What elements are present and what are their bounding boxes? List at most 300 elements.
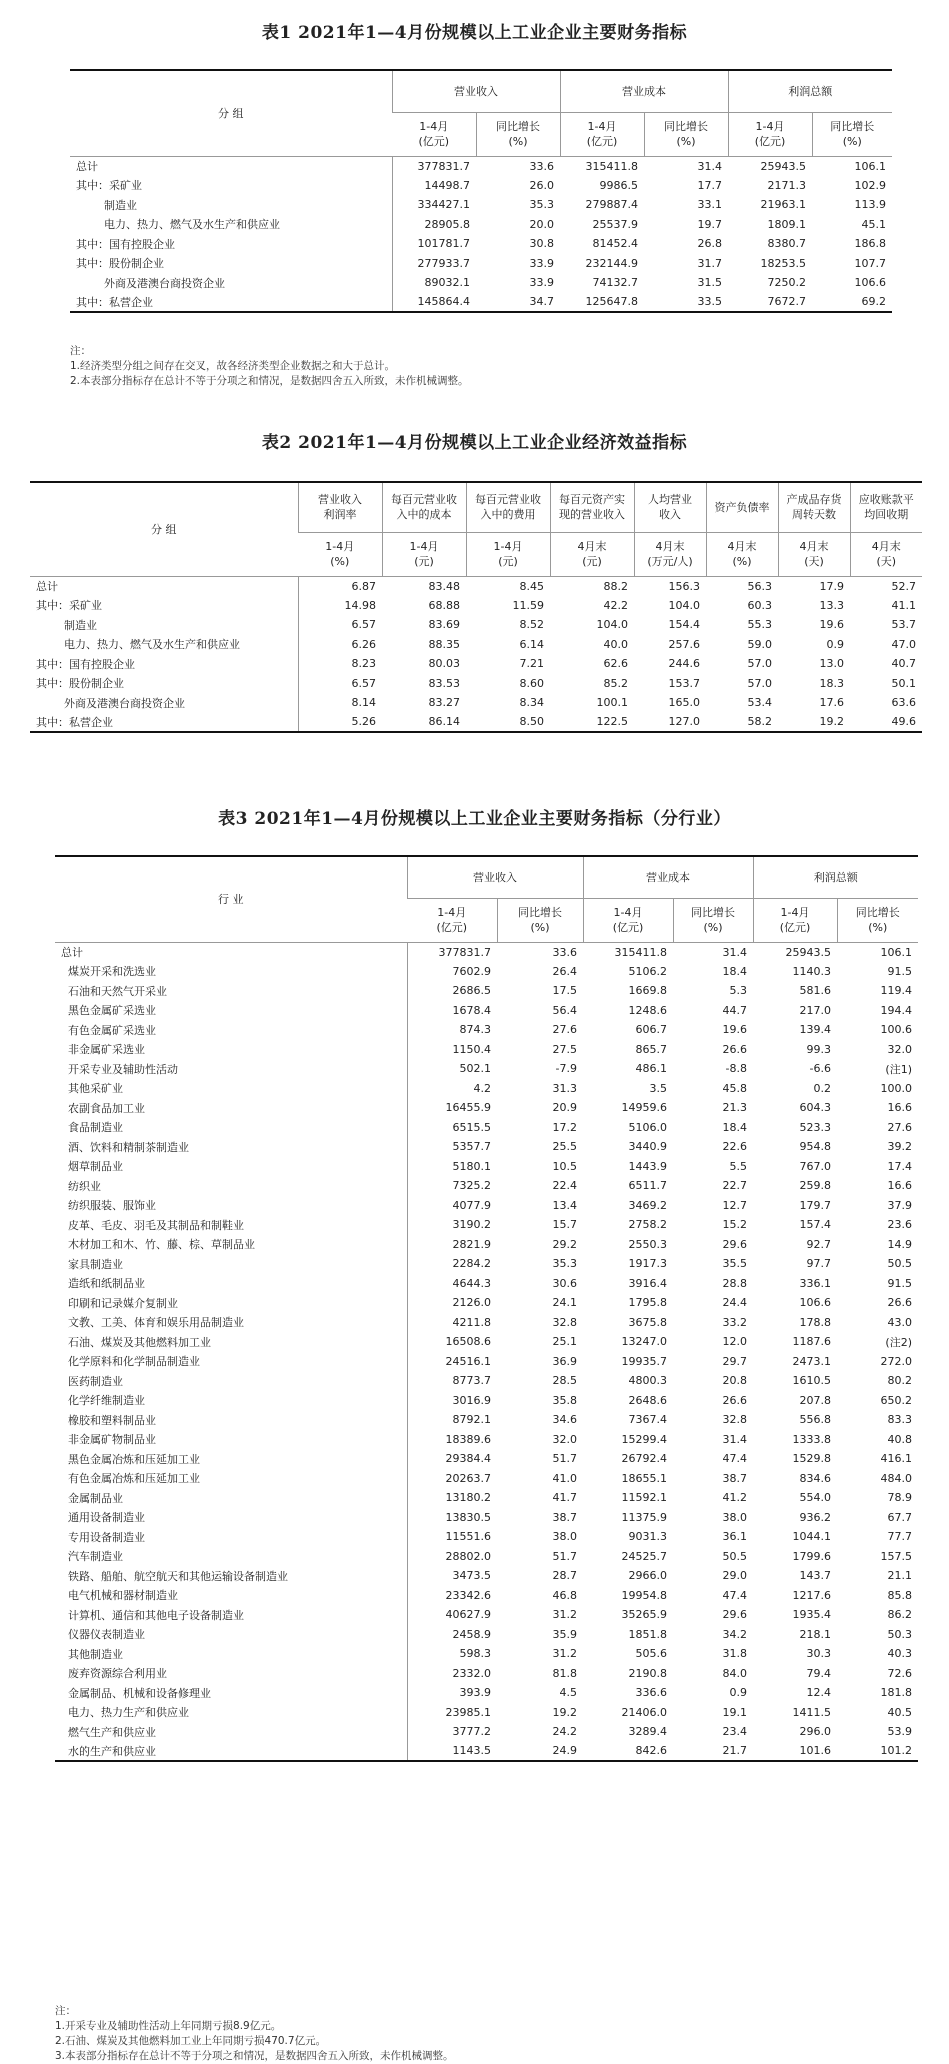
cell-value: 3289.4	[628, 1725, 667, 1739]
cell-value: 106.1	[854, 159, 886, 173]
header-line: (天)	[876, 555, 897, 568]
column-header	[634, 482, 706, 532]
cell-value: 40.3	[887, 1647, 912, 1661]
cell-value: 34.6	[552, 1413, 577, 1427]
table-row	[55, 1644, 918, 1664]
cell-value: 31.5	[697, 276, 722, 290]
cell-value: 165.0	[668, 696, 700, 710]
cell-value: 22.6	[722, 1140, 747, 1154]
cell-value: 554.0	[799, 1491, 831, 1505]
cell-value: 3473.5	[407, 1566, 497, 1586]
table-row	[55, 1410, 918, 1430]
cell-value: 59.0	[747, 637, 772, 651]
cell-value: 30.8	[529, 237, 554, 251]
cell-value: 11375.9	[621, 1510, 667, 1524]
table-row	[55, 1254, 918, 1274]
table-row	[70, 293, 892, 313]
column-header	[778, 482, 850, 532]
cell-value: 865.7	[635, 1042, 667, 1056]
cell-value: 7.21	[519, 657, 544, 671]
cell-value: 122.5	[550, 713, 634, 733]
cell-value: 119.4	[880, 984, 912, 998]
table-row	[55, 1332, 918, 1352]
cell-value: 85.2	[603, 676, 628, 690]
table-row	[55, 1527, 918, 1547]
cell-value: 5180.1	[407, 1157, 497, 1177]
cell-value: 101781.7	[392, 234, 476, 254]
cell-value: 104.0	[596, 618, 628, 632]
cell-value: 89032.1	[392, 273, 476, 293]
cell-value: 41.7	[552, 1491, 577, 1505]
cell-value: 53.7	[891, 618, 916, 632]
cell-value: 416.1	[880, 1452, 912, 1466]
row-label: 外商及港澳台商投资企业	[76, 276, 225, 290]
cell-value: 80.2	[887, 1374, 912, 1388]
cell-value: 26792.4	[621, 1452, 667, 1466]
cell-value: 40.5	[887, 1705, 912, 1719]
cell-value: 83.48	[428, 579, 460, 593]
header-line: 同比增长	[518, 906, 562, 919]
cell-value: 20263.7	[407, 1469, 497, 1489]
column-subheader	[728, 112, 812, 156]
cell-value: 31.4	[722, 1432, 747, 1446]
row-label: 食品制造业	[61, 1121, 123, 1135]
cell-value: 38.0	[552, 1530, 577, 1544]
cell-value: 2190.8	[628, 1666, 667, 1680]
cell-value: 12.4	[806, 1686, 831, 1700]
row-label: 木材加工和木、竹、藤、棕、草制品业	[61, 1238, 255, 1252]
cell-value: 2686.5	[407, 981, 497, 1001]
cell-value: -7.9	[555, 1062, 577, 1076]
cell-value: 85.8	[887, 1588, 912, 1602]
cell-value: 842.6	[583, 1742, 673, 1762]
cell-value: 88.35	[428, 637, 460, 651]
cell-value: 91.5	[887, 1276, 912, 1290]
column-header	[850, 482, 922, 532]
cell-value: 27.6	[887, 1120, 912, 1134]
cell-value: 5.26	[298, 713, 382, 733]
col-group-header: 利润总额	[753, 856, 918, 898]
cell-value: 43.0	[887, 1315, 912, 1329]
row-label: 纺织业	[61, 1179, 101, 1193]
column-subheader	[407, 898, 497, 942]
table-row	[30, 596, 922, 616]
cell-value: 35.8	[552, 1393, 577, 1407]
cell-value: 834.6	[799, 1471, 831, 1485]
row-label: 其中：采矿业	[36, 599, 102, 613]
cell-value: 2171.3	[767, 178, 806, 192]
header-line: (%)	[330, 555, 350, 568]
cell-value: 52.7	[891, 579, 916, 593]
cell-value: 17.4	[887, 1159, 912, 1173]
table-row	[55, 1059, 918, 1079]
table-row	[55, 1586, 918, 1606]
table-row	[55, 1430, 918, 1450]
cell-value: 2758.2	[628, 1218, 667, 1232]
cell-value: 20.0	[529, 217, 554, 231]
cell-value: 24.2	[552, 1725, 577, 1739]
cell-value: 17.6	[819, 696, 844, 710]
cell-value: 9986.5	[599, 178, 638, 192]
cell-value: 11551.6	[407, 1527, 497, 1547]
cell-value: 4.5	[559, 1686, 577, 1700]
cell-value: 28905.8	[392, 215, 476, 235]
cell-value: 257.6	[668, 637, 700, 651]
cell-value: 3675.8	[628, 1315, 667, 1329]
cell-value: 32.0	[887, 1042, 912, 1056]
cell-value: 31.8	[722, 1647, 747, 1661]
cell-value: 24516.1	[407, 1352, 497, 1372]
cell-value: 486.1	[635, 1062, 667, 1076]
cell-value: 29.0	[722, 1569, 747, 1583]
table-row	[55, 1625, 918, 1645]
cell-value: 3916.4	[628, 1276, 667, 1290]
cell-value: 30.6	[552, 1276, 577, 1290]
header-line: 1-4月	[325, 540, 355, 553]
cell-value: 1140.3	[792, 964, 831, 978]
cell-value: 3.5	[649, 1081, 667, 1095]
column-subheader	[837, 898, 918, 942]
cell-value: 35.5	[722, 1257, 747, 1271]
cell-value: 83.69	[428, 618, 460, 632]
row-label: 通用设备制造业	[61, 1511, 145, 1525]
cell-value: 31.7	[697, 256, 722, 270]
cell-value: 29384.4	[407, 1449, 497, 1469]
header-line: (亿元)	[754, 135, 786, 148]
cell-value: 44.7	[722, 1003, 747, 1017]
cell-value: 33.6	[529, 159, 554, 173]
cell-value: 49.6	[850, 713, 922, 733]
table1-title: 表1 2021年1—4月份规模以上工业企业主要财务指标	[261, 23, 688, 43]
cell-value: 315411.8	[614, 945, 667, 959]
table-row	[55, 1001, 918, 1021]
table3-notes	[55, 2004, 454, 2064]
cell-value: 277933.7	[392, 254, 476, 274]
cell-value: 19.2	[778, 713, 850, 733]
cell-value: 26.8	[697, 237, 722, 251]
table-row	[55, 1547, 918, 1567]
cell-value: 18.4	[722, 964, 747, 978]
cell-value: 1669.8	[628, 984, 667, 998]
row-label: 化学纤维制造业	[61, 1394, 145, 1408]
cell-value: 336.1	[799, 1276, 831, 1290]
header-line: (元)	[582, 555, 602, 568]
cell-value: 47.4	[722, 1452, 747, 1466]
note-line: 注：	[55, 2005, 76, 2017]
cell-value: 15299.4	[621, 1432, 667, 1446]
cell-value: 8792.1	[407, 1410, 497, 1430]
cell-value: 3469.2	[628, 1198, 667, 1212]
col-group-header: 营业成本	[583, 856, 753, 898]
header-line: 均回收期	[864, 508, 909, 522]
cell-value: 81.8	[552, 1666, 577, 1680]
cell-value: 29.6	[722, 1237, 747, 1251]
cell-value: 14959.6	[621, 1101, 667, 1115]
cell-value: 41.1	[891, 598, 916, 612]
cell-value: 157.4	[799, 1218, 831, 1232]
header-line: (%)	[842, 135, 862, 148]
cell-value: 1799.6	[792, 1549, 831, 1563]
table-row	[55, 1040, 918, 1060]
cell-value: 19.2	[552, 1705, 577, 1719]
row-label: 金属制品、机械和设备修理业	[61, 1686, 211, 1700]
cell-value: 104.0	[668, 598, 700, 612]
cell-value: 28.5	[552, 1374, 577, 1388]
table-row	[55, 1683, 918, 1703]
cell-value: 8.50	[466, 713, 550, 733]
note-line: 1.经济类型分组之间存在交叉，故各经济类型企业数据之和大于总计。	[70, 360, 396, 372]
table-row	[55, 1196, 918, 1216]
cell-value: 24525.7	[621, 1549, 667, 1563]
cell-value: 25537.9	[592, 217, 638, 231]
cell-value: 36.9	[552, 1354, 577, 1368]
column-subheader	[634, 532, 706, 576]
cell-value: 31.2	[552, 1608, 577, 1622]
header-line: 4月末	[577, 540, 607, 553]
cell-value: 50.3	[887, 1627, 912, 1641]
table1-notes	[70, 344, 469, 389]
cell-value: 767.0	[799, 1159, 831, 1173]
cell-value: 153.7	[668, 676, 700, 690]
row-label: 酒、饮料和精制茶制造业	[61, 1140, 189, 1154]
column-header	[298, 482, 382, 532]
cell-value: 5357.7	[407, 1137, 497, 1157]
cell-value: 650.2	[880, 1393, 912, 1407]
column-subheader	[466, 532, 550, 576]
cell-value: 336.6	[635, 1686, 667, 1700]
cell-value: 5106.2	[628, 964, 667, 978]
table-row	[55, 981, 918, 1001]
cell-value: 19.6	[722, 1023, 747, 1037]
cell-value: 1809.1	[767, 217, 806, 231]
table-row	[55, 1274, 918, 1294]
header-line: (万元/人)	[647, 555, 693, 568]
cell-value: 377831.7	[392, 156, 476, 176]
header-line: (%)	[732, 555, 752, 568]
cell-value: 79.4	[806, 1666, 831, 1680]
cell-value: 6.14	[519, 637, 544, 651]
cell-value: 217.0	[799, 1003, 831, 1017]
cell-value: 18.4	[722, 1120, 747, 1134]
note-line: 2.本表部分指标存在总计不等于分项之和情况，是数据四舍五入所致，未作机械调整。	[70, 375, 469, 387]
col-group-header: 营业成本	[560, 70, 728, 112]
row-label: 计算机、通信和其他电子设备制造业	[61, 1608, 244, 1622]
cell-value: 17.7	[697, 178, 722, 192]
cell-value: 32.8	[552, 1315, 577, 1329]
table-row	[55, 1605, 918, 1625]
cell-value: 40.0	[603, 637, 628, 651]
cell-value: 8.52	[519, 618, 544, 632]
row-label: 其中：国有控股企业	[76, 237, 175, 251]
cell-value: 7672.7	[728, 293, 812, 313]
cell-value: 6.87	[298, 576, 382, 596]
table-row	[55, 1098, 918, 1118]
row-label: 制造业	[76, 198, 137, 212]
cell-value: 84.0	[722, 1666, 747, 1680]
group-header: 行 业	[55, 856, 407, 942]
cell-value: 1333.8	[792, 1432, 831, 1446]
table-row	[55, 1118, 918, 1138]
row-label: 印刷和记录媒介复制业	[61, 1296, 178, 1310]
cell-value: 67.7	[887, 1510, 912, 1524]
cell-value: 7250.2	[767, 276, 806, 290]
cell-value: 30.3	[806, 1647, 831, 1661]
cell-value: 37.9	[887, 1198, 912, 1212]
header-line: (%)	[868, 921, 888, 934]
cell-value: 106.1	[880, 945, 912, 959]
table-row	[55, 1235, 918, 1255]
column-subheader	[497, 898, 583, 942]
cell-value: 16.6	[887, 1179, 912, 1193]
note-line: 2.石油、煤炭及其他燃料加工业上年同期亏损470.7亿元。	[55, 2035, 327, 2047]
row-label: 黑色金属冶炼和压延加工业	[61, 1452, 200, 1466]
cell-value: 47.0	[891, 637, 916, 651]
table-row	[55, 1157, 918, 1177]
cell-value: 1411.5	[792, 1705, 831, 1719]
note-line: 3.本表部分指标存在总计不等于分项之和情况，是数据四舍五入所致，未作机械调整。	[55, 2050, 454, 2062]
header-line: (%)	[676, 135, 696, 148]
row-label: 其中：股份制企业	[36, 677, 124, 691]
cell-value: 101.2	[837, 1742, 918, 1762]
cell-value: 47.4	[722, 1588, 747, 1602]
header-line: 1-4月	[437, 906, 467, 919]
cell-value: 107.7	[854, 256, 886, 270]
cell-value: 18655.1	[621, 1471, 667, 1485]
cell-value: 34.2	[722, 1627, 747, 1641]
header-line: (%)	[703, 921, 723, 934]
cell-value: 15.7	[552, 1218, 577, 1232]
header-line: 同比增长	[830, 120, 875, 133]
cell-value: 72.6	[887, 1666, 912, 1680]
cell-value: 4211.8	[407, 1313, 497, 1333]
header-line: 同比增长	[691, 906, 735, 919]
cell-value: 21406.0	[621, 1705, 667, 1719]
cell-value: 34.7	[476, 293, 560, 313]
group-header: 分 组	[30, 482, 298, 576]
cell-value: 78.9	[887, 1491, 912, 1505]
cell-value: 86.2	[887, 1608, 912, 1622]
cell-value: 19935.7	[621, 1354, 667, 1368]
header-line: 入中的费用	[480, 508, 536, 522]
row-label: 汽车制造业	[61, 1550, 123, 1564]
header-line: 4月末	[871, 540, 901, 553]
table2	[30, 481, 922, 733]
column-subheader	[560, 112, 644, 156]
col-group-header: 营业收入	[392, 70, 560, 112]
cell-value: 19.1	[722, 1705, 747, 1719]
cell-value: 40.7	[891, 657, 916, 671]
cell-value: 24.9	[497, 1742, 583, 1762]
table-row	[55, 1566, 918, 1586]
cell-value: 484.0	[880, 1471, 912, 1485]
cell-value: 24.1	[552, 1296, 577, 1310]
cell-value: 16.6	[887, 1101, 912, 1115]
cell-value: (注1)	[885, 1062, 912, 1076]
cell-value: 598.3	[407, 1644, 497, 1664]
column-subheader	[673, 898, 753, 942]
table-row	[30, 635, 922, 655]
cell-value: 7367.4	[628, 1413, 667, 1427]
table-row	[55, 1488, 918, 1508]
cell-value: 18389.6	[407, 1430, 497, 1450]
cell-value: 23.4	[722, 1725, 747, 1739]
cell-value: 12.0	[722, 1335, 747, 1349]
cell-value: 8380.7	[767, 237, 806, 251]
header-line: (亿元)	[779, 921, 811, 934]
header-line: 1-4月	[613, 906, 643, 919]
column-subheader	[706, 532, 778, 576]
cell-value: 28.7	[552, 1569, 577, 1583]
table2-title: 表2 2021年1—4月份规模以上工业企业经济效益指标	[261, 433, 688, 453]
cell-value: 26.6	[722, 1393, 747, 1407]
table-row	[55, 1469, 918, 1489]
row-label: 有色金属矿采选业	[61, 1023, 156, 1037]
cell-value: 74132.7	[592, 276, 638, 290]
header-line: 利润率	[323, 508, 357, 522]
cell-value: 91.5	[887, 964, 912, 978]
column-subheader	[583, 898, 673, 942]
cell-value: 29.2	[552, 1237, 577, 1251]
header-line: (元)	[414, 555, 434, 568]
row-label: 纺织服装、服饰业	[61, 1199, 156, 1213]
row-label: 电力、热力、燃气及水生产和供应业	[36, 638, 240, 652]
row-label: 铁路、船舶、航空航天和其他运输设备制造业	[61, 1569, 288, 1583]
cell-value: 31.4	[722, 945, 747, 959]
row-label: 金属制品业	[61, 1491, 123, 1505]
cell-value: 38.7	[722, 1471, 747, 1485]
cell-value: 1795.8	[628, 1296, 667, 1310]
table-row	[70, 254, 892, 274]
header-line: 1-4月	[493, 540, 523, 553]
col-group-header: 营业收入	[407, 856, 583, 898]
header-line: (亿元)	[418, 135, 450, 148]
header-line: (亿元)	[436, 921, 468, 934]
cell-value: 127.0	[634, 713, 706, 733]
cell-value: 186.8	[854, 237, 886, 251]
cell-value: 88.2	[603, 579, 628, 593]
table-row	[55, 1449, 918, 1469]
row-label: 其他采矿业	[61, 1082, 123, 1096]
header-line: (元)	[498, 555, 518, 568]
row-label: 制造业	[36, 618, 97, 632]
table-row	[55, 1215, 918, 1235]
cell-value: 0.2	[813, 1081, 831, 1095]
cell-value: 81452.4	[592, 237, 638, 251]
header-line: 同比增长	[496, 120, 540, 133]
cell-value: 53.9	[887, 1725, 912, 1739]
table-row	[30, 654, 922, 674]
cell-value: 83.53	[428, 676, 460, 690]
cell-value: 19.7	[697, 217, 722, 231]
cell-value: 18.3	[819, 676, 844, 690]
cell-value: 36.1	[722, 1530, 747, 1544]
table-row	[30, 693, 922, 713]
table-row	[30, 713, 922, 733]
column-subheader	[850, 532, 922, 576]
cell-value: 86.14	[382, 713, 466, 733]
column-subheader	[298, 532, 382, 576]
cell-value: 2458.9	[407, 1625, 497, 1645]
cell-value: 55.3	[747, 618, 772, 632]
cell-value: 0.9	[826, 637, 844, 651]
row-label: 家具制造业	[61, 1257, 123, 1271]
cell-value: 22.7	[722, 1179, 747, 1193]
cell-value: 606.7	[635, 1023, 667, 1037]
note-line: 1.开采专业及辅助性活动上年同期亏损8.9亿元。	[55, 2020, 282, 2032]
column-subheader	[644, 112, 728, 156]
cell-value: 2126.0	[407, 1293, 497, 1313]
cell-value: 1851.8	[628, 1627, 667, 1641]
